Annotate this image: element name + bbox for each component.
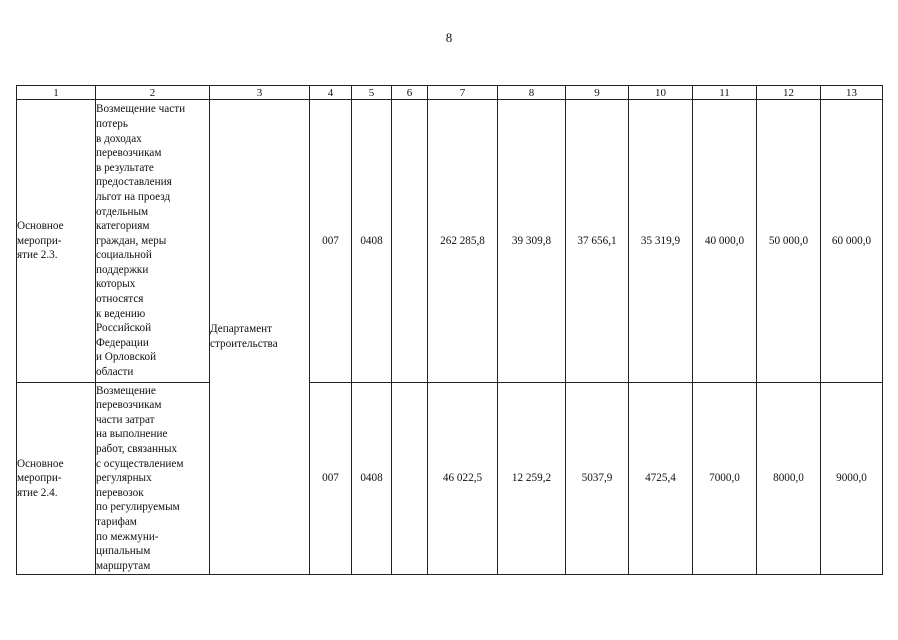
column-header: 3 — [210, 86, 310, 100]
value-cell: 12 259,2 — [498, 383, 566, 575]
value-cell: 9000,0 — [821, 383, 883, 575]
value-cell: 7000,0 — [693, 383, 757, 575]
value-cell: 35 319,9 — [629, 100, 693, 383]
empty-cell — [392, 100, 428, 383]
code-cell: 0408 — [352, 383, 392, 575]
code-cell: 0408 — [352, 100, 392, 383]
value-cell: 37 656,1 — [566, 100, 629, 383]
value-cell: 46 022,5 — [428, 383, 498, 575]
description-cell: Возмещение перевозчикам части затрат на выполнение работ, связанных с осуществлением регулярных перевозок по регулируемым тарифам по межмуни- ципальным маршрутам — [96, 383, 210, 575]
header-row — [17, 86, 883, 100]
department-cell: Департамент строительства — [210, 100, 310, 575]
column-header: 7 — [428, 86, 498, 100]
column-header: 5 — [352, 86, 392, 100]
activity-cell: Основное меропри- ятие 2.3. — [17, 100, 96, 383]
empty-cell — [392, 383, 428, 575]
column-header: 1 — [17, 86, 96, 100]
code-cell: 007 — [310, 100, 352, 383]
column-header: 10 — [629, 86, 693, 100]
activity-cell: Основное меропри- ятие 2.4. — [17, 383, 96, 575]
budget-table — [16, 85, 883, 575]
column-header: 2 — [96, 86, 210, 100]
column-header: 12 — [757, 86, 821, 100]
table-row — [17, 100, 883, 383]
value-cell: 60 000,0 — [821, 100, 883, 383]
value-cell: 8000,0 — [757, 383, 821, 575]
column-header: 9 — [566, 86, 629, 100]
column-header: 6 — [392, 86, 428, 100]
code-cell: 007 — [310, 383, 352, 575]
column-header: 13 — [821, 86, 883, 100]
value-cell: 4725,4 — [629, 383, 693, 575]
value-cell: 5037,9 — [566, 383, 629, 575]
value-cell: 39 309,8 — [498, 100, 566, 383]
page-number: 8 — [445, 30, 453, 45]
description-cell: Возмещение части потерь в доходах перевозчикам в результате предоставления льгот на проезд отдельным категориям граждан, меры социальной поддержки которых относятся к ведению Российской Федерации и Орловской области — [96, 100, 210, 383]
value-cell: 262 285,8 — [428, 100, 498, 383]
table-row — [17, 383, 883, 575]
value-cell: 50 000,0 — [757, 100, 821, 383]
column-header: 11 — [693, 86, 757, 100]
column-header: 4 — [310, 86, 352, 100]
value-cell: 40 000,0 — [693, 100, 757, 383]
column-header: 8 — [498, 86, 566, 100]
